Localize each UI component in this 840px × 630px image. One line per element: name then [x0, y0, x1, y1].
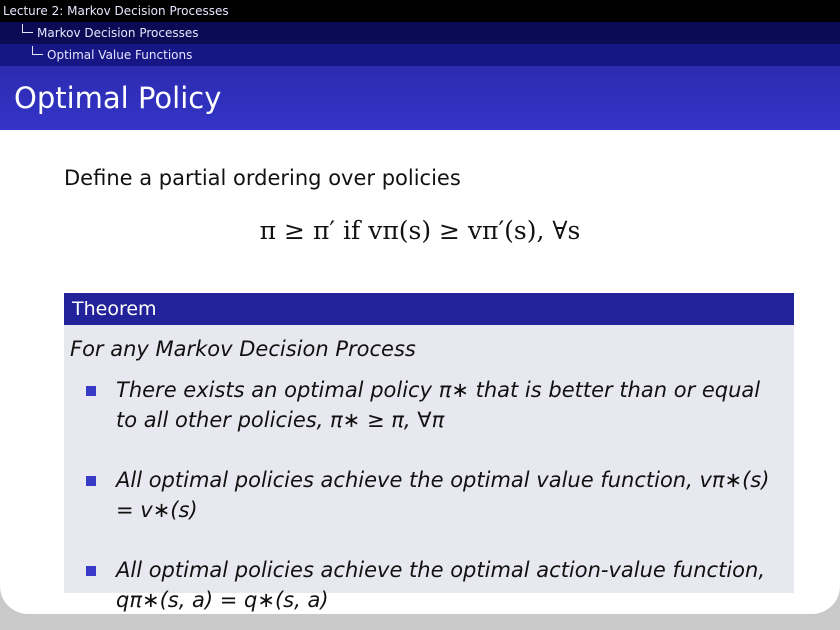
breadcrumb-level-1[interactable] [0, 0, 840, 22]
theorem-heading: Theorem [64, 293, 794, 325]
theorem-bullet-text: There exists an optimal policy π∗ that is better than or equal to all other policies, π∗ ≥ π, ∀π [116, 378, 761, 432]
square-bullet-icon [86, 476, 96, 486]
slide-body [0, 130, 840, 614]
theorem-bullet [96, 375, 776, 435]
breadcrumb-level-2-label[interactable]: Markov Decision Processes [37, 26, 199, 40]
theorem-bullet-text: All optimal policies achieve the optimal value function, vπ∗(s) = v∗(s) [116, 468, 770, 522]
slide-title-bar [0, 66, 840, 130]
ordering-equation: π ≥ π′ if vπ(s) ≥ vπ′(s), ∀s [259, 216, 581, 245]
intro-text: Define a partial ordering over policies [64, 166, 461, 190]
tree-branch-icon [22, 24, 33, 33]
theorem-bullet [96, 555, 776, 615]
breadcrumb-level-3-label[interactable]: Optimal Value Functions [47, 48, 193, 62]
breadcrumb-level-3[interactable] [0, 44, 840, 66]
theorem-bullet-text: All optimal policies achieve the optimal action-value function, qπ∗(s, a) = q∗(s, a) [116, 558, 765, 612]
tree-branch-icon [32, 46, 43, 55]
theorem-bullet [96, 465, 776, 525]
square-bullet-icon [86, 566, 96, 576]
breadcrumb-level-1-label[interactable]: Lecture 2: Markov Decision Processes [3, 4, 229, 18]
slide-title: Optimal Policy [14, 81, 222, 115]
square-bullet-icon [86, 386, 96, 396]
theorem-block [64, 293, 794, 612]
breadcrumb-level-2[interactable] [0, 22, 840, 44]
theorem-lead: For any Markov Decision Process [70, 337, 416, 361]
